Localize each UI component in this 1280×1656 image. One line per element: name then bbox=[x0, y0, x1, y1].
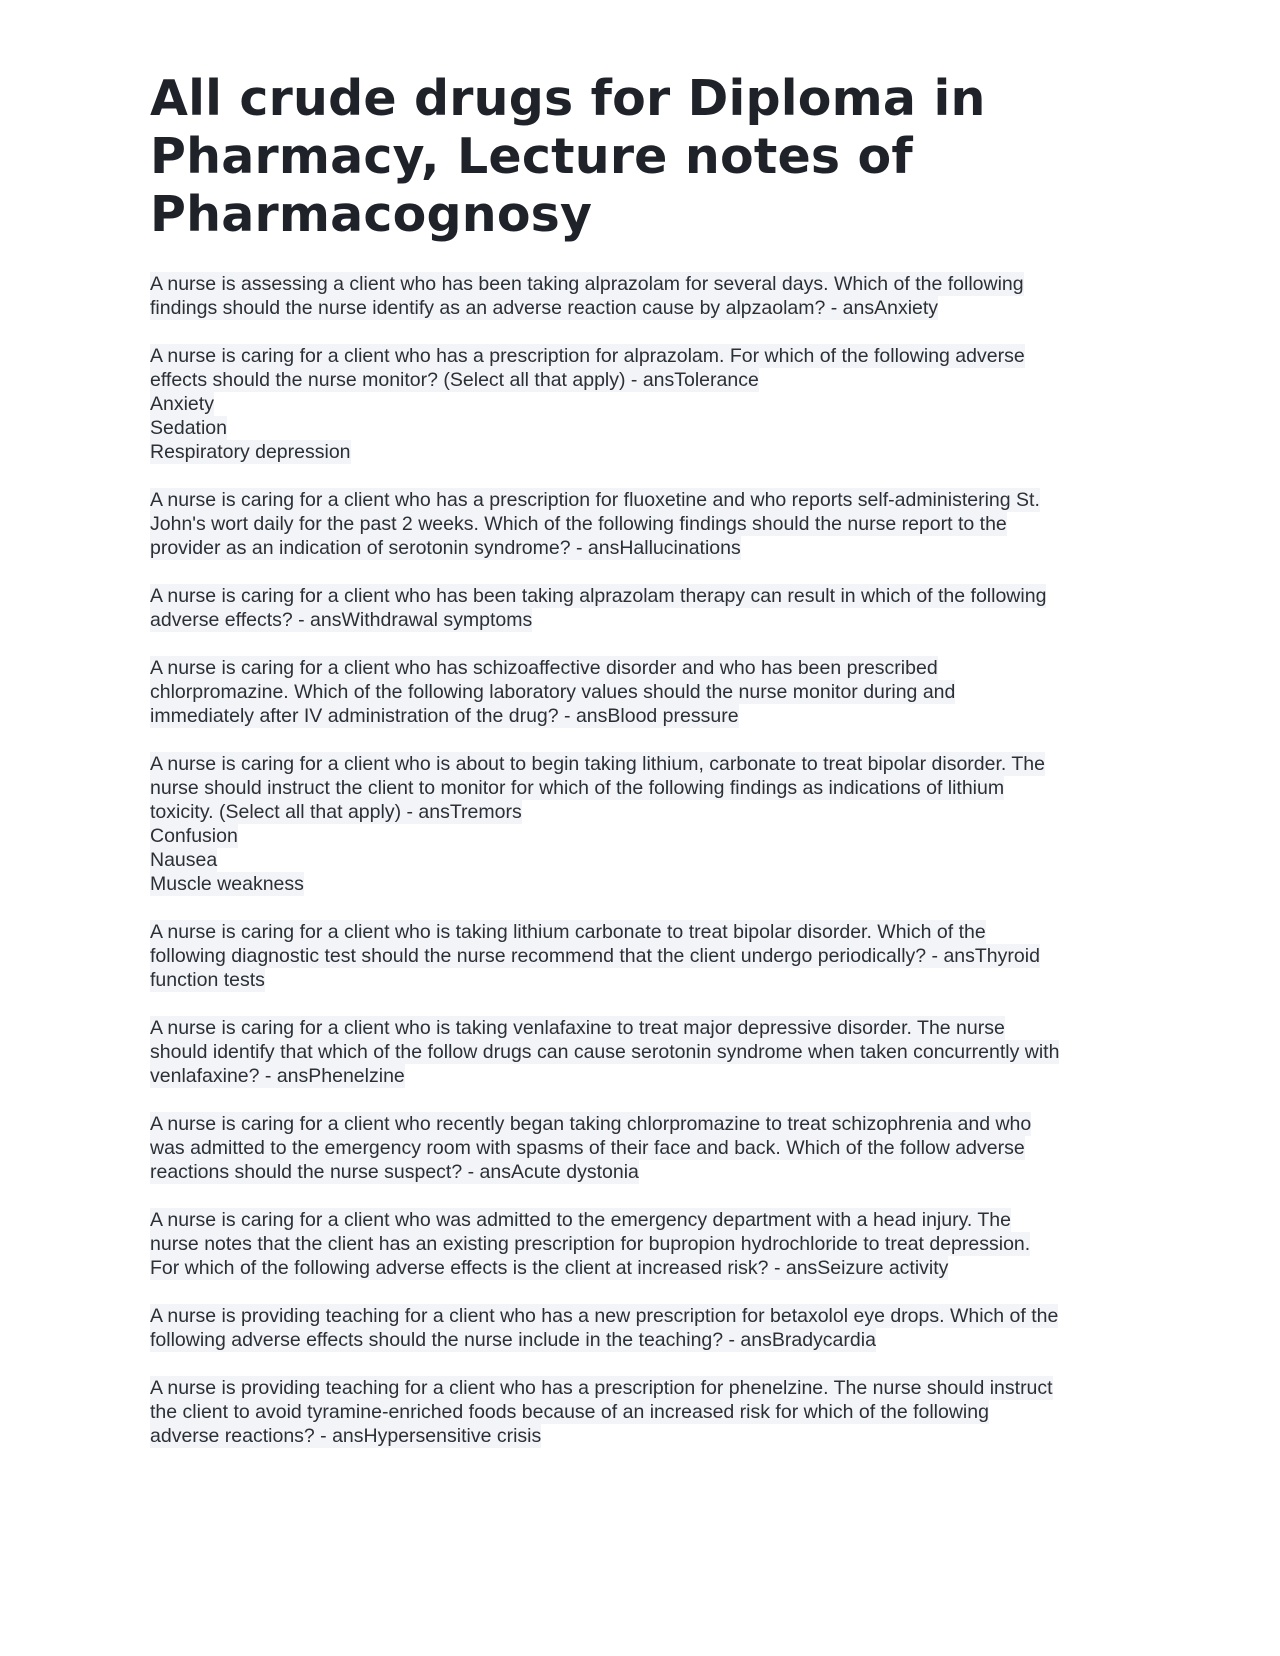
qa-text-line: A nurse is providing teaching for a client who has a new prescription for betaxolol eye drops. Which of the bbox=[150, 1305, 1059, 1327]
document-title-line: Pharmacognosy bbox=[150, 186, 593, 243]
qa-item bbox=[150, 1304, 1140, 1352]
qa-text-line: Anxiety bbox=[150, 393, 214, 415]
qa-text-line: A nurse is assessing a client who has been taking alprazolam for several days. Which of the following bbox=[150, 273, 1024, 295]
qa-text-line: provider as an indication of serotonin syndrome? - ansHallucinations bbox=[150, 537, 741, 559]
qa-text-line: Nausea bbox=[150, 849, 218, 871]
qa-item bbox=[150, 1112, 1140, 1184]
qa-item bbox=[150, 488, 1140, 560]
qa-text-line: findings should the nurse identify as an adverse reaction cause by alpzaolam? - ansAnxiety bbox=[150, 297, 939, 319]
qa-text-line: Sedation bbox=[150, 417, 227, 439]
qa-text-line: reactions should the nurse suspect? - ansAcute dystonia bbox=[150, 1161, 639, 1183]
qa-text-line: A nurse is caring for a client who has a prescription for fluoxetine and who reports self-administering St. bbox=[150, 489, 1040, 511]
qa-item bbox=[150, 344, 1140, 464]
qa-text-line: Respiratory depression bbox=[150, 441, 351, 463]
qa-text-line: Muscle weakness bbox=[150, 873, 304, 895]
qa-text-line: effects should the nurse monitor? (Select all that apply) - ansTolerance bbox=[150, 369, 759, 391]
qa-item bbox=[150, 1376, 1140, 1448]
qa-text-line: A nurse is caring for a client who recently began taking chlorpromazine to treat schizophrenia and who bbox=[150, 1113, 1032, 1135]
qa-text-line: A nurse is providing teaching for a client who has a prescription for phenelzine. The nurse should instruct bbox=[150, 1377, 1053, 1399]
qa-text-line: A nurse is caring for a client who has schizoaffective disorder and who has been prescribed bbox=[150, 657, 938, 679]
qa-item bbox=[150, 752, 1140, 896]
qa-text-line: the client to avoid tyramine-enriched foods because of an increased risk for which of the following bbox=[150, 1401, 989, 1423]
qa-text-line: was admitted to the emergency room with spasms of their face and back. Which of the follow adverse bbox=[150, 1137, 1025, 1159]
qa-text-line: A nurse is caring for a client who is taking lithium carbonate to treat bipolar disorder. Which of the bbox=[150, 921, 986, 943]
qa-text-line: immediately after IV administration of the drug? - ansBlood pressure bbox=[150, 705, 739, 727]
qa-text-line: following diagnostic test should the nurse recommend that the client undergo periodically? - ansThyroid bbox=[150, 945, 1040, 967]
qa-item bbox=[150, 272, 1140, 320]
document-title-line: Pharmacy, Lecture notes of bbox=[150, 128, 913, 185]
document-title bbox=[150, 70, 1140, 244]
qa-text-line: A nurse is caring for a client who was admitted to the emergency department with a head injury. The bbox=[150, 1209, 1011, 1231]
qa-text-line: function tests bbox=[150, 969, 265, 991]
qa-item bbox=[150, 656, 1140, 728]
qa-text-line: nurse should instruct the client to monitor for which of the following findings as indications of lithium bbox=[150, 777, 1005, 799]
qa-text-line: adverse reactions? - ansHypersensitive crisis bbox=[150, 1425, 542, 1447]
qa-text-line: A nurse is caring for a client who is taking venlafaxine to treat major depressive disorder. The nurse bbox=[150, 1017, 1005, 1039]
qa-text-line: adverse effects? - ansWithdrawal symptoms bbox=[150, 609, 533, 631]
qa-item bbox=[150, 1208, 1140, 1280]
qa-item bbox=[150, 584, 1140, 632]
qa-text-line: venlafaxine? - ansPhenelzine bbox=[150, 1065, 405, 1087]
document-title-line: All crude drugs for Diploma in bbox=[150, 70, 986, 127]
qa-text-line: A nurse is caring for a client who has been taking alprazolam therapy can result in which of the following bbox=[150, 585, 1047, 607]
qa-text-line: toxicity. (Select all that apply) - ansTremors bbox=[150, 801, 522, 823]
qa-text-line: Confusion bbox=[150, 825, 238, 847]
qa-item bbox=[150, 1016, 1140, 1088]
qa-text-line: chlorpromazine. Which of the following laboratory values should the nurse monitor during and bbox=[150, 681, 956, 703]
document-page bbox=[150, 70, 1140, 1472]
qa-text-line: A nurse is caring for a client who has a prescription for alprazolam. For which of the following adverse bbox=[150, 345, 1025, 367]
qa-item bbox=[150, 920, 1140, 992]
qa-text-line: For which of the following adverse effects is the client at increased risk? - ansSeizure activity bbox=[150, 1257, 949, 1279]
qa-text-line: should identify that which of the follow drugs can cause serotonin syndrome when taken concurrently with bbox=[150, 1041, 1060, 1063]
qa-text-line: John's wort daily for the past 2 weeks. Which of the following findings should the nurse report to the bbox=[150, 513, 1007, 535]
qa-text-line: A nurse is caring for a client who is about to begin taking lithium, carbonate to treat bipolar disorder. The bbox=[150, 753, 1045, 775]
qa-text-line: following adverse effects should the nurse include in the teaching? - ansBradycardia bbox=[150, 1329, 876, 1351]
qa-list bbox=[150, 272, 1140, 1448]
qa-text-line: nurse notes that the client has an existing prescription for bupropion hydrochloride to treat depression. bbox=[150, 1233, 1031, 1255]
